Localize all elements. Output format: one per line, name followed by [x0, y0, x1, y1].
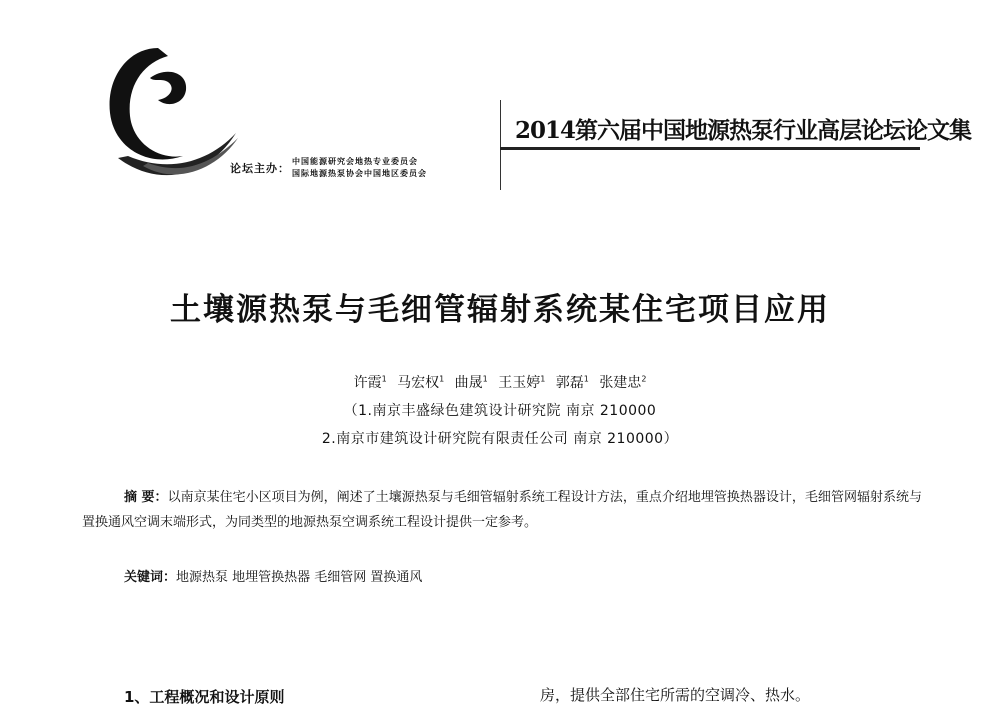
abstract-text: 以南京某住宅小区项目为例，阐述了土壤源热泵与毛细管辐射系统工程设计方法，重点介绍地埋管换热器设计，毛细管网辐射系统与置换通风空调末端形式，为同类型的地源热泵空调系统工程设计提供一定参考。	[82, 490, 922, 530]
author-affiliation-mark: 1	[381, 374, 387, 384]
author-name: 王玉婷	[498, 375, 541, 391]
section-heading: 1、工程概况和设计原则	[124, 688, 285, 706]
body-text-column-2: 房，提供全部住宅所需的空调冷、热水。	[540, 686, 811, 704]
forum-host-orgs	[292, 156, 427, 180]
author-list	[0, 372, 1000, 392]
author-name: 张建忠	[599, 375, 642, 391]
keywords-text: 地源热泵 地埋管换热器 毛细管网 置换通风	[176, 570, 423, 585]
host-org: 国际地源热泵协会中国地区委员会	[292, 169, 427, 178]
keywords-label: 关键词：	[124, 570, 177, 585]
abstract-label: 摘 要：	[124, 490, 168, 505]
author-affiliation-mark: 1	[439, 374, 445, 384]
forum-logo	[88, 38, 238, 198]
author-affiliation-mark: 1	[482, 374, 488, 384]
collection-title: 2014第六届中国地源热泵行业高层论坛论文集	[515, 117, 972, 144]
paper-title: 土壤源热泵与毛细管辐射系统某住宅项目应用	[170, 292, 830, 328]
header-rule	[500, 147, 920, 150]
abstract	[82, 485, 922, 535]
author-name: 马宏权	[397, 375, 440, 391]
author-name: 曲晟	[454, 375, 483, 391]
affiliation-1: （1.南京丰盛绿色建筑设计研究院 南京 210000	[343, 403, 657, 419]
keywords	[124, 566, 422, 585]
header-divider	[500, 100, 501, 190]
author-affiliation-mark: 1	[540, 374, 546, 384]
author-affiliation-mark: 1	[583, 374, 589, 384]
author-name: 许霞	[353, 375, 382, 391]
author-affiliation-mark: 2	[641, 374, 647, 384]
forum-host-label: 论坛主办：	[230, 162, 290, 175]
host-org: 中国能源研究会地热专业委员会	[292, 157, 418, 166]
author-name: 郭磊	[555, 375, 584, 391]
affiliation-2: 2.南京市建筑设计研究院有限责任公司 南京 210000）	[321, 431, 679, 447]
